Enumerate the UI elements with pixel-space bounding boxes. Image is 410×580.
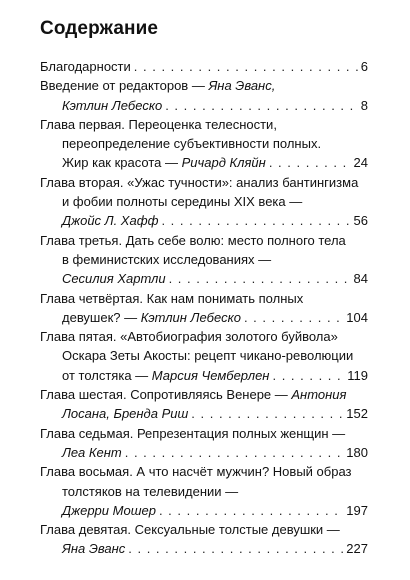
page-number: 197	[346, 502, 368, 518]
page-number: 119	[347, 367, 368, 383]
toc-list	[40, 57, 368, 559]
toc-entry-last-text	[62, 269, 166, 288]
toc-entry-last-line	[40, 211, 368, 230]
page-number: 180	[346, 444, 368, 460]
page-number: 152	[346, 406, 368, 422]
dot-leader	[128, 539, 343, 558]
toc-entry[interactable]	[40, 327, 368, 385]
toc-entry-title-text: от толстяка —	[62, 367, 152, 383]
toc-entry-title-text: Введение от редакторов —	[40, 78, 209, 94]
toc-entry-author: Ричард Кляйн	[181, 155, 266, 171]
dot-leader	[161, 211, 350, 230]
toc-entry-last-line	[40, 153, 368, 172]
toc-entry-title-line: Глава третья. Дать себе волю: место полного тела	[40, 232, 346, 248]
toc-entry[interactable]	[40, 76, 368, 115]
toc-entry[interactable]	[40, 231, 368, 289]
toc-entry-author: Кэтлин Лебеско	[140, 309, 241, 325]
page-number: 84	[353, 271, 368, 287]
toc-entry-author: Кэтлин Лебеско	[62, 97, 163, 113]
toc-entry-title-line: Глава девятая. Сексуальные толстые девушки —	[40, 522, 340, 538]
toc-entry-title-text: Благодарности	[40, 59, 131, 74]
toc-entry-last-line	[40, 308, 368, 327]
toc-entry-author: Сесилия Хартли	[62, 271, 166, 287]
toc-entry-author: Антония	[291, 387, 347, 403]
toc-entry-author: Марсия Чемберлен	[151, 367, 270, 383]
page-number: 104	[346, 309, 368, 325]
toc-entry-title-line: Глава первая. Переоценка телесности,	[40, 116, 277, 132]
dot-leader	[169, 269, 351, 288]
toc-entry-last-line	[40, 96, 368, 115]
toc-entry-last-line	[40, 366, 368, 385]
toc-entry-author: Леа Кент	[62, 444, 122, 460]
toc-entry[interactable]	[40, 115, 368, 173]
toc-entry-title-text: девушек? —	[62, 309, 141, 325]
toc-entry[interactable]	[40, 289, 368, 328]
toc-entry-last-line	[40, 443, 368, 462]
toc-entry-author: Яна Эванс,	[208, 78, 276, 94]
page-number: 227	[346, 541, 368, 557]
toc-entry-title-line: Глава вторая. «Ужас тучности»: анализ бантингизма	[40, 174, 359, 190]
toc-entry-author: Лосана, Бренда Риш	[62, 406, 189, 422]
toc-entry-last-text	[62, 501, 156, 520]
toc-entry[interactable]	[40, 424, 368, 463]
toc-entry-author: Джойс Л. Хафф	[62, 213, 159, 229]
toc-entry[interactable]	[40, 520, 368, 559]
toc-entry-last-line	[40, 539, 368, 558]
toc-entry-title-line: толстяков на телевидении —	[62, 483, 239, 499]
dot-leader	[272, 366, 344, 385]
dot-leader	[159, 501, 343, 520]
dot-leader	[165, 96, 358, 115]
toc-entry[interactable]	[40, 57, 368, 76]
toc-entry-last-text	[62, 211, 158, 230]
toc-entry-title-line: Глава седьмая. Репрезентация полных женщин —	[40, 425, 346, 441]
page-number: 8	[360, 97, 368, 113]
dot-leader	[191, 404, 343, 423]
toc-entry-last-text	[62, 443, 122, 462]
toc-entry-last-text	[62, 308, 241, 327]
toc-entry-last-line	[40, 501, 368, 520]
toc-entry-last-text	[62, 366, 269, 385]
toc-entry-last-text	[62, 539, 125, 558]
page-number: 56	[353, 213, 368, 229]
toc-entry-last-line	[40, 269, 368, 288]
toc-entry-title-line	[40, 385, 368, 404]
toc-entry-last-line	[40, 404, 368, 423]
toc-entry-author: Яна Эванс	[62, 541, 126, 557]
toc-entry-last-text	[40, 57, 131, 76]
toc-entry-last-text	[62, 96, 162, 115]
toc-entry-title-line: Глава восьмая. А что насчёт мужчин? Новый образ	[40, 464, 352, 480]
dot-leader	[134, 57, 358, 76]
toc-entry-last-line	[40, 57, 368, 76]
toc-entry-last-text	[62, 404, 188, 423]
toc-entry-author: Джерри Мошер	[62, 502, 156, 518]
toc-entry-title-line: Глава пятая. «Автобиография золотого буйвола»	[40, 329, 338, 345]
toc-entry-title-line	[40, 76, 368, 95]
toc-entry-title-line: в феминистских исследованиях —	[62, 251, 272, 267]
toc-entry[interactable]	[40, 173, 368, 231]
dot-leader	[269, 153, 351, 172]
toc-entry-title-line: переопределение субъективности полных.	[62, 136, 322, 152]
page-number: 6	[360, 59, 368, 74]
page-number: 24	[353, 155, 368, 171]
toc-entry-title-line: Оскара Зеты Акосты: рецепт чикано-революции	[62, 348, 354, 364]
toc-entry-title-text: Глава шестая. Сопротивляясь Венере —	[40, 387, 292, 403]
dot-leader	[244, 308, 343, 327]
page-title: Содержание	[40, 18, 159, 39]
toc-entry-title-line: Глава четвёртая. Как нам понимать полных	[40, 290, 304, 306]
toc-entry-title-text: Жир как красота —	[62, 155, 182, 171]
dot-leader	[125, 443, 344, 462]
toc-entry[interactable]	[40, 385, 368, 424]
toc-entry-title-line: и фобии полноты середины XIX века —	[62, 194, 303, 210]
toc-entry[interactable]	[40, 462, 368, 520]
toc-entry-last-text	[62, 153, 266, 172]
